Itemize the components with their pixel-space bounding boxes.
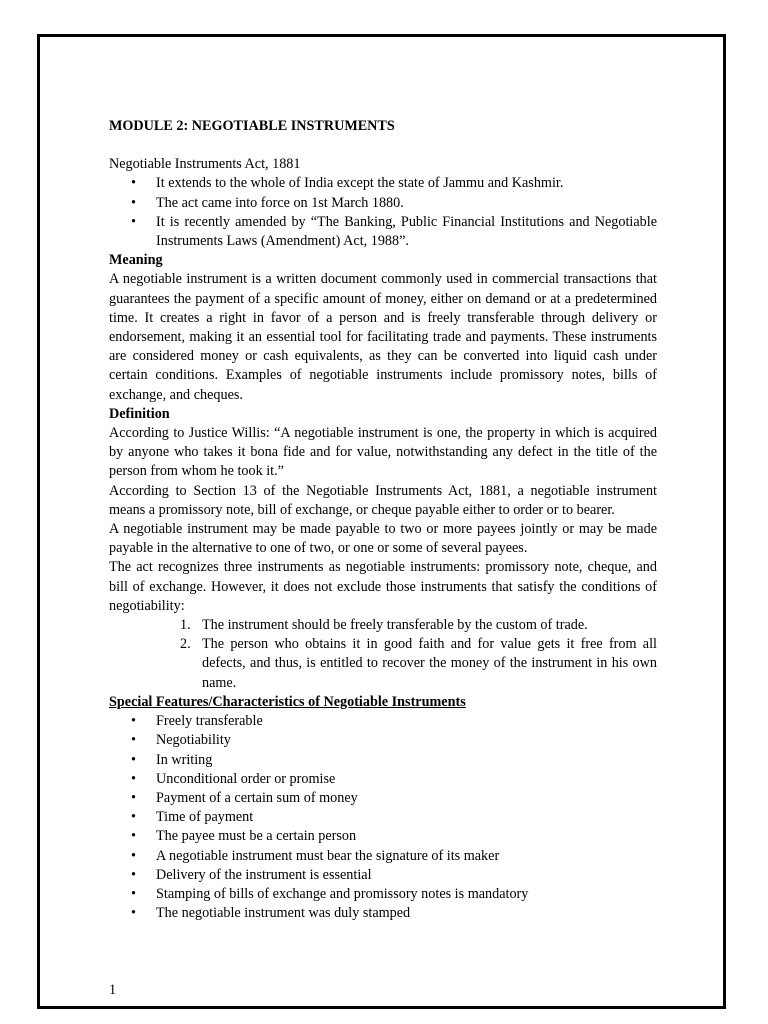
list-item: • Unconditional order or promise — [156, 770, 657, 789]
page-number: 1 — [109, 982, 117, 998]
list-item — [180, 635, 657, 693]
act-points-list — [109, 174, 657, 251]
module-title: MODULE 2: NEGOTIABLE INSTRUMENTS — [109, 118, 395, 134]
list-item: • Negotiability — [156, 731, 657, 750]
list-item: • Time of payment — [156, 808, 657, 827]
list-item-text: The person who obtains it in good faith and for value gets it free from all defects, and thus, is entitled to recover the money of the instrument in his own name. — [202, 636, 657, 691]
list-item: • The act came into force on 1st March 1880. — [156, 194, 657, 213]
meaning-paragraph: A negotiable instrument is a written document commonly used in commercial transactions that guarantees the payment of a specific amount of money, either on demand or at a predetermined time. It creates a right in favor of a person and is freely transferable through delivery or endorsement, making it an essential tool for facilitating trade and payments. These instruments are considered money or cash equivalents, as they can be converted into liquid cash under certain conditions. Examples of negotiable instruments include promissory notes, bills of exchange, and cheques. — [109, 271, 657, 403]
list-item: • Freely transferable — [156, 712, 657, 731]
definition-paragraph: A negotiable instrument may be made payable to two or more payees jointly or may be made payable in the alternative to one of two, or one or some of several payees. — [109, 521, 657, 557]
list-item: • Payment of a certain sum of money — [156, 789, 657, 808]
list-item — [180, 616, 657, 635]
features-heading: Special Features/Characteristics of Negotiable Instruments — [109, 693, 466, 710]
definition-heading: Definition — [109, 405, 170, 422]
list-item: • In writing — [156, 751, 657, 770]
meaning-heading: Meaning — [109, 252, 163, 269]
conditions-list — [109, 616, 657, 693]
list-item: • It is recently amended by “The Banking, Public Financial Institutions and Negotiable Instruments Laws (Amendment) Act, 1988”. — [156, 213, 657, 251]
list-item: • A negotiable instrument must bear the signature of its maker — [156, 847, 657, 866]
definition-paragraph: According to Justice Willis: “A negotiable instrument is one, the property in which is acquired by anyone who takes it bona fide and for value, notwithstanding any defect in the title of the person from whom he took it.” — [109, 425, 657, 480]
act-name: Negotiable Instruments Act, 1881 — [109, 156, 301, 173]
list-item: • The negotiable instrument was duly stamped — [156, 904, 657, 923]
list-item: • It extends to the whole of India except the state of Jammu and Kashmir. — [156, 174, 657, 193]
list-item: • Stamping of bills of exchange and promissory notes is mandatory — [156, 885, 657, 904]
definition-paragraph: According to Section 13 of the Negotiable Instruments Act, 1881, a negotiable instrument means a promissory note, bill of exchange, or cheque payable either to order or to bearer. — [109, 482, 657, 518]
definition-paragraph: The act recognizes three instruments as negotiable instruments: promissory note, cheque, and bill of exchange. However, it does not exclude those instruments that satisfy the conditions of negotiability: — [109, 559, 657, 614]
features-list — [109, 712, 657, 923]
list-number: 2. — [180, 636, 191, 653]
list-item-text: The instrument should be freely transferable by the custom of trade. — [202, 617, 588, 634]
list-item: • The payee must be a certain person — [156, 827, 657, 846]
document-body — [109, 117, 657, 923]
list-item: • Delivery of the instrument is essential — [156, 866, 657, 885]
list-number: 1. — [180, 617, 191, 634]
